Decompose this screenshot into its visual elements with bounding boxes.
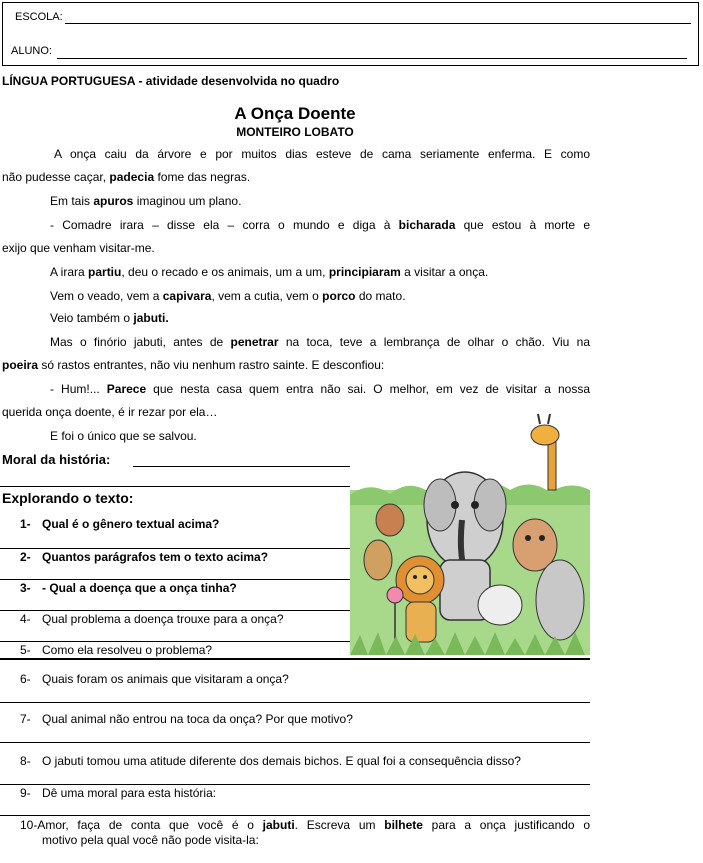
- question-2: 2- Quantos parágrafos tem o texto acima?: [20, 550, 269, 564]
- answer-line-2[interactable]: [0, 579, 350, 580]
- question-8: 8- O jabuti tomou uma atitude diferente dos demais bichos. E qual foi a consequência disso?: [20, 754, 521, 768]
- student-field-line[interactable]: [57, 58, 687, 59]
- paragraph-2: Em tais apuros imaginou um plano.: [50, 194, 242, 208]
- question-10-number: 10-: [20, 818, 38, 832]
- paragraph-9: E foi o único que se salvou.: [50, 429, 197, 443]
- moral-answer-line-2[interactable]: [0, 486, 350, 487]
- moral-label: Moral da história:: [2, 452, 111, 467]
- paragraph-8a: - Hum!... Parece que nesta casa quem entra não sai. O melhor, em vez de visitar a nossa: [50, 382, 590, 396]
- school-label: ESCOLA:: [15, 11, 63, 23]
- explore-title: Explorando o texto:: [2, 490, 134, 506]
- header-box: [2, 2, 699, 66]
- answer-line-1[interactable]: [0, 548, 350, 549]
- question-5: 5- Como ela resolveu o problema?: [20, 643, 213, 657]
- paragraph-5: Vem o veado, vem a capivara, vem a cutia, vem o porco do mato.: [50, 289, 406, 303]
- question-9: 9- Dê uma moral para esta história:: [20, 786, 217, 800]
- question-6: 6- Quais foram os animais que visitaram a onça?: [20, 672, 289, 686]
- paragraph-3b: exijo que venham visitar-me.: [2, 241, 155, 255]
- answer-line-7[interactable]: [0, 742, 590, 743]
- paragraph-8b: querida onça doente, é ir rezar por ela…: [2, 405, 218, 419]
- story-title: A Onça Doente: [234, 104, 356, 123]
- paragraph-4: A irara partiu, deu o recado e os animais, um a um, principiaram a visitar a onça.: [50, 265, 489, 279]
- student-label: ALUNO:: [11, 45, 52, 57]
- paragraph-1a: A onça caiu da árvore e por muitos dias esteve de cama seriamente enferma. E como: [54, 147, 590, 161]
- question-10: 10-Amor, faça de conta que você é o jabuti. Escreva um bilhete para a onça justificando o: [20, 818, 590, 832]
- answer-line-9[interactable]: [0, 815, 590, 816]
- story-author: MONTEIRO LOBATO: [236, 125, 354, 139]
- paragraph-3a: - Comadre irara – disse ela – corra o mundo e diga à bicharada que estou à morte e: [50, 218, 591, 232]
- moral-answer-line[interactable]: [133, 466, 350, 467]
- school-field-line[interactable]: [65, 23, 691, 24]
- question-3: 3- - Qual a doença que a onça tinha?: [20, 581, 237, 595]
- animals-illustration: [350, 410, 590, 655]
- paragraph-7a: Mas o finório jabuti, antes de penetrar na toca, teve a lembrança de olhar o chão. Viu na: [50, 335, 590, 349]
- answer-line-6[interactable]: [0, 702, 590, 703]
- answer-line-3[interactable]: [0, 610, 350, 611]
- answer-line-5[interactable]: [0, 658, 590, 660]
- question-4: 4- Qual problema a doença trouxe para a onça?: [20, 612, 284, 626]
- question-7: 7- Qual animal não entrou na toca da onça? Por que motivo?: [20, 712, 353, 726]
- question-10-line-2: motivo pela qual você não pode visita-la:: [42, 833, 259, 847]
- subject-line: LÍNGUA PORTUGUESA - atividade desenvolvida no quadro: [2, 74, 340, 88]
- question-1: 1- Qual é o gênero textual acima?: [20, 517, 220, 531]
- paragraph-1b: não pudesse caçar, padecia fome das negras.: [2, 170, 251, 184]
- answer-line-8[interactable]: [0, 784, 590, 785]
- answer-line-4[interactable]: [0, 641, 350, 642]
- paragraph-7b: poeira só rastos entrantes, não viu nenhum rastro sainte. E desconfiou:: [2, 358, 385, 372]
- paragraph-6: Veio também o jabuti.: [50, 311, 169, 325]
